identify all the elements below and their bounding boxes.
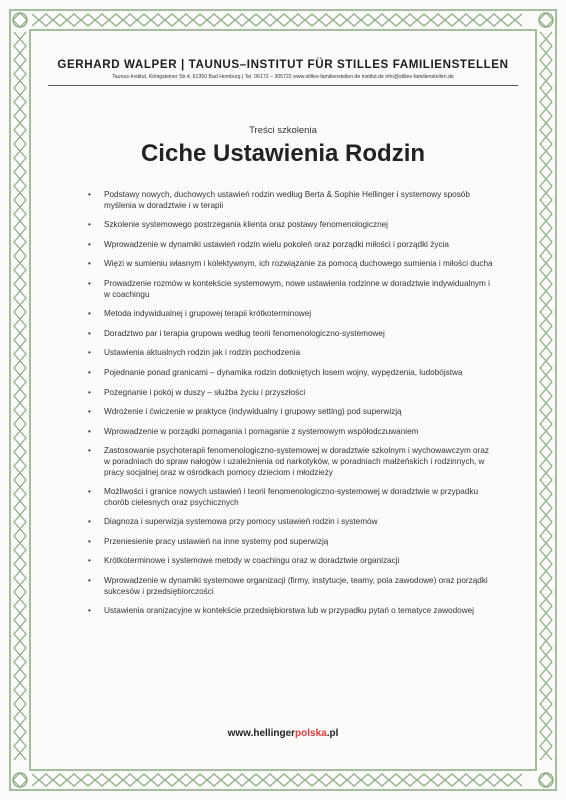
topic-text: Szkolenie systemowego postrzegania klienta oraz postawy fenomenologicznej: [104, 220, 388, 230]
topic-item: [88, 190, 493, 211]
topic-item: [88, 348, 493, 359]
topic-item: [88, 606, 493, 617]
topic-text: Prowadzenie rozmów w kontekście systemowym, nowe ustawienia rodzinne w doradztwie indywidualnym i w coachingu: [104, 278, 490, 299]
topic-text: Wprowadzenie w dynamiki ustawień rodzin wielu pokoleń oraz porządki miłości i porządki życia: [104, 239, 449, 249]
bullet-icon: •: [88, 239, 91, 249]
topic-item: [88, 388, 493, 399]
topic-item: [88, 517, 493, 528]
letterhead: [40, 58, 526, 86]
topic-item: [88, 368, 493, 379]
topic-text: Doradztwo par i terapia grupowa według teorii fenomenologiczno-systemowej: [104, 328, 385, 338]
topic-item: [88, 556, 493, 567]
training-topics-list: [88, 190, 493, 617]
website-url-prefix: www.hellinger: [227, 728, 296, 739]
bullet-icon: •: [88, 309, 91, 319]
topic-item: [88, 329, 493, 340]
bullet-icon: •: [88, 348, 91, 358]
bullet-icon: •: [88, 328, 91, 338]
topic-item: [88, 537, 493, 548]
topic-text: Wprowadzenie w porządki pomagania i pomaganie z systemowym współodczuwaniem: [104, 426, 419, 436]
institute-address: Taunus-Institut, Königsteiner Str.4, 61350 Bad Homburg | Tel. 06172 – 305722 www.stilles-familienstellen.de institut.de info@stilles-familienstellen.de: [112, 74, 454, 80]
topic-text: Więzi w sumieniu własnym i kolektywnym, ich rozwiązanie za pomocą duchowego sumienia i miłości ducha: [104, 259, 493, 269]
bullet-icon: •: [88, 407, 91, 417]
topic-item: [88, 240, 493, 251]
topic-item: [88, 427, 493, 438]
institute-title: GERHARD WALPER | TAUNUS–INSTITUT FÜR STILLES FAMILIENSTELLEN: [57, 58, 509, 71]
bullet-icon: •: [88, 259, 91, 269]
bullet-icon: •: [88, 517, 91, 527]
bullet-icon: •: [88, 190, 91, 199]
document-subtitle: Treści szkolenia: [249, 125, 317, 136]
topic-item: [88, 446, 493, 478]
topic-item: [88, 407, 493, 418]
bullet-icon: •: [88, 556, 91, 566]
topic-item: [88, 309, 493, 320]
topic-text: Ustawienia aktualnych rodzin jak i rodzin pochodzenia: [104, 348, 301, 358]
bullet-icon: •: [88, 576, 91, 586]
topic-text: Pojednanie ponad granicami – dynamika rodzin dotkniętych losem wojny, wypędzenia, ludobójstwa: [104, 367, 463, 377]
topic-text: Możliwości i granice nowych ustawień i teorii fenomenologiczno-systemowej w doradztwie w przypadku chorób cielesnych oraz psychicznych: [104, 487, 479, 507]
topic-item: [88, 220, 493, 231]
topic-item: [88, 279, 493, 300]
topic-item: [88, 487, 493, 508]
topic-item: [88, 576, 493, 597]
topic-text: Ustawienia oranizacyjne w kontekście przedsiębiorstwa lub w przypadku pytań o tematyce zawodowej: [104, 606, 474, 616]
topic-text: Diagnoza i superwizja systemowa przy pomocy ustawień rodzin i systemów: [104, 517, 378, 527]
website-url-accent: polska: [295, 728, 327, 739]
document-title: Ciche Ustawienia Rodzin: [140, 140, 426, 167]
bullet-icon: •: [88, 220, 91, 230]
website-footer[interactable]: [0, 728, 566, 739]
bullet-icon: •: [88, 536, 91, 546]
topic-text: Zastosowanie psychoterapii fenomenologiczno-systemowej w doradztwie szkolnym i wychowawczym oraz w poradniach do spraw nałogów i uzależnienia od narkotyków, w poradniach małżeńskich i rodzinnych, w pracy socjalnej oraz w ośrodkach pomocy dzieciom i młodzieży: [104, 446, 489, 477]
bullet-icon: •: [88, 367, 91, 377]
website-url-suffix: .pl: [326, 728, 339, 739]
topic-text: Wprowadzenie w dynamiki systemowe organizacji (firmy, instytucje, teamy, pola zawodowe) oraz porządki sukcesów i przedsiębiorczości: [104, 576, 488, 596]
bullet-icon: •: [88, 487, 91, 497]
bullet-icon: •: [88, 278, 91, 288]
topic-text: Krótkoterminowe i systemowe metody w coachingu oraz w doradztwie organizacji: [104, 556, 400, 566]
bullet-icon: •: [88, 606, 91, 616]
topic-text: Pożegnanie i pokój w duszy – służba życiu i przyszłości: [104, 387, 306, 397]
header-divider: [48, 85, 518, 86]
topic-text: Przeniesienie pracy ustawień na inne systemy pod superwizją: [104, 536, 329, 546]
bullet-icon: •: [88, 387, 91, 397]
bullet-icon: •: [88, 426, 91, 436]
topic-text: Podstawy nowych, duchowych ustawień rodzin według Berta & Sophie Hellinger i systemowy sposób myślenia w doradztwie i w terapii: [104, 190, 470, 210]
topic-text: Wdrożenie i ćwiczenie w praktyce (indywidualny i grupowy setting) pod superwizją: [104, 407, 402, 417]
topic-text: Metoda indywidualnej i grupowej terapii krótkoterminowej: [104, 309, 312, 319]
topic-item: [88, 259, 493, 270]
bullet-icon: •: [88, 446, 91, 456]
